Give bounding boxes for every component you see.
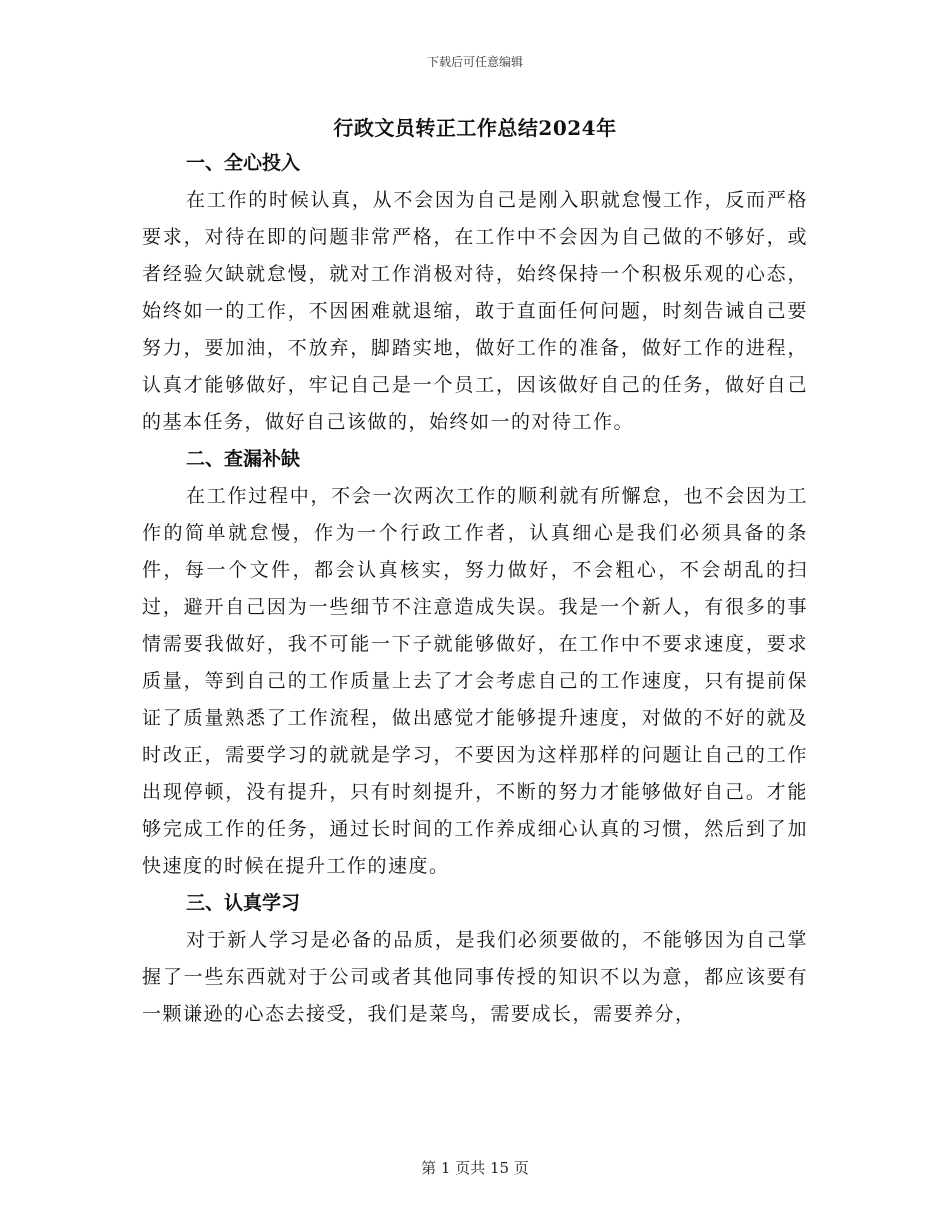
document-title: 行政文员转正工作总结2024年 bbox=[333, 116, 617, 140]
section-paragraph: 在工作的时候认真，从不会因为自己是刚入职就怠慢工作，反而严格要求，对待在即的问题非常严格，在工作中不会因为自己做的不够好，或者经验欠缺就怠慢，就对工作消极对待，始终保持一个积极乐观的心态，始终如一的工作，不因困难就退缩，敢于直面任何问题，时刻告诫自己要努力，要加油，不放弃，脚踏实地，做好工作的准备，做好工作的进程，认真才能够做好，牢记自己是一个员工，因该做好自己的任务，做好自己的基本任务，做好自己该做的，始终如一的对待工作。 bbox=[142, 189, 808, 433]
document-body bbox=[142, 145, 808, 1033]
section-paragraph: 在工作过程中，不会一次两次工作的顺利就有所懈怠，也不会因为工作的简单就怠慢，作为一个行政工作者，认真细心是我们必须具备的条件，每一个文件，都会认真核实，努力做好，不会粗心，不会胡乱的扫过，避开自己因为一些细节不注意造成失误。我是一个新人，有很多的事情需要我做好，我不可能一下子就能够做好，在工作中不要求速度，要求质量，等到自己的工作质量上去了才会考虑自己的工作速度，只有提前保证了质量熟悉了工作流程，做出感觉才能够提升速度，对做的不好的就及时改正，需要学习的就就是学习，不要因为这样那样的问题让自己的工作出现停顿，没有提升，只有时刻提升，不断的努力才能够做好自己。才能够完成工作的任务，通过长时间的工作养成细心认真的习惯，然后到了加快速度的时候在提升工作的速度。 bbox=[142, 485, 808, 877]
section-paragraph: 对于新人学习是必备的品质，是我们必须要做的，不能够因为自己掌握了一些东西就对于公司或者其他同事传授的知识不以为意，都应该要有一颗谦逊的心态去接受，我们是菜鸟，需要成长，需要养分， bbox=[142, 929, 808, 1025]
section-heading: 三、认真学习 bbox=[186, 892, 301, 914]
page-number-footer: 第 1 页共 15 页 bbox=[421, 1159, 529, 1177]
page-header: 下载后可任意编辑 bbox=[426, 55, 523, 69]
section-full-commitment bbox=[142, 145, 808, 441]
section-check-gaps bbox=[142, 441, 808, 885]
section-serious-study bbox=[142, 885, 808, 1033]
section-heading: 二、查漏补缺 bbox=[186, 448, 301, 470]
section-heading: 一、全心投入 bbox=[186, 152, 301, 174]
